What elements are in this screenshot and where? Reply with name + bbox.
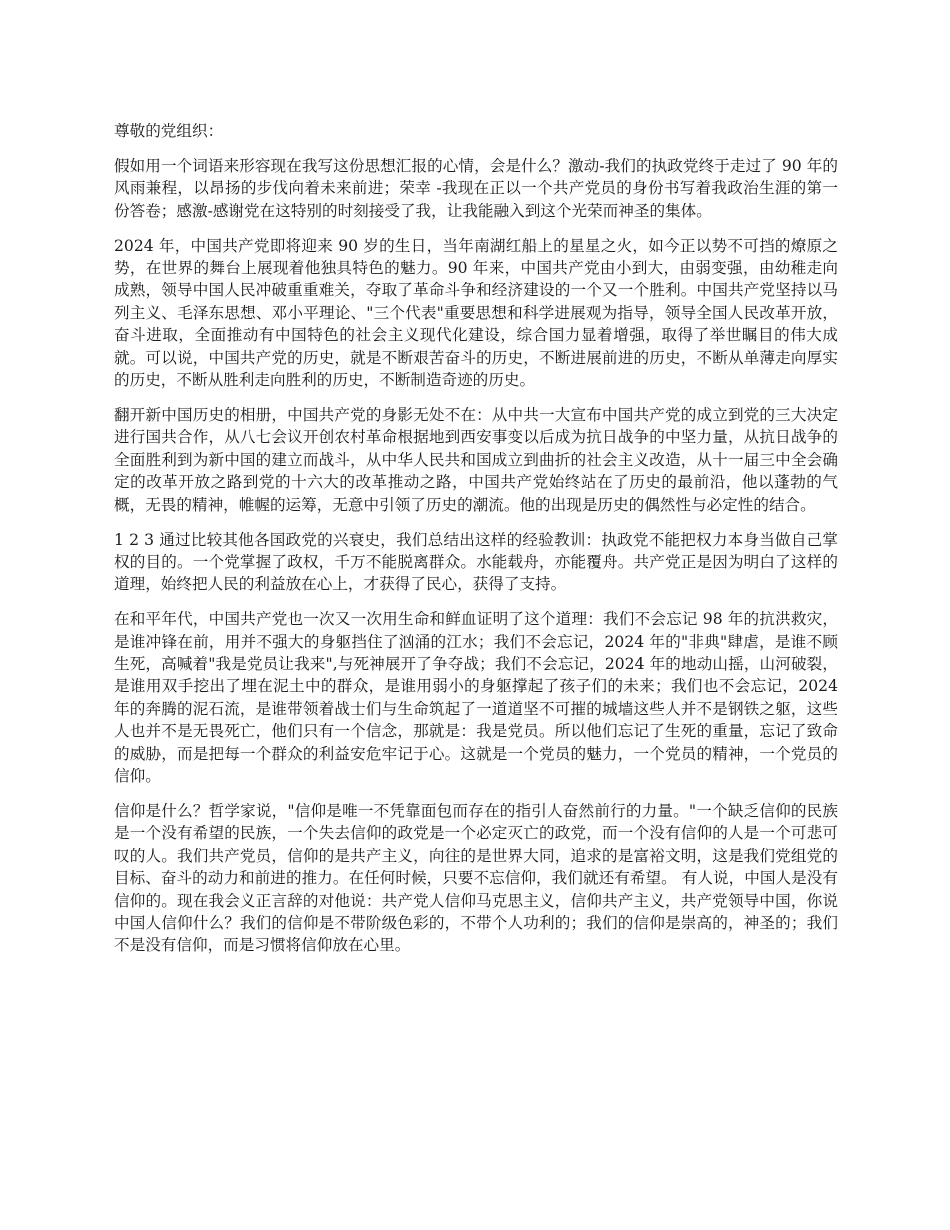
- paragraph-history: 2024 年，中国共产党即将迎来 90 岁的生日，当年南湖红船上的星星之火，如今正以势不可挡的燎原之势，在世界的舞台上展现着他独具特色的魅力。90 年来，中国共产党由小到大，由弱变强，由幼稚走向成熟，领导中国人民冲破重重难关，夺取了革命斗争和经济建设的一个又一个胜利。中国共产党坚持以马列主义、毛泽东思想、邓小平理论、"三个代表"重要思想和科学进展观为指导，领导全国人民改革开放，奋斗进取，全面推动有中国特色的社会主义现代化建设，综合国力显着增强，取得了举世瞩目的伟大成就。可以说，中国共产党的历史，就是不断艰苦奋斗的历史，不断进展前进的历史，不断从单薄走向厚实的历史，不断从胜利走向胜利的历史，不断制造奇迹的历史。: [114, 236, 838, 390]
- paragraph-album: 翻开新中国历史的相册，中国共产党的身影无处不在：从中共一大宣布中国共产党的成立到党的三大决定进行国共合作，从八七会议开创农村革命根据地到西安事变以后成为抗日战争的中坚力量，从抗日战争的全面胜利到为新中国的建立而战斗，从中华人民共和国成立到曲折的社会主义改造，从十一届三中全会确定的改革开放之路到党的十六大的改革推动之路，中国共产党始终站在了历史的最前沿，他以蓬勃的气概，无畏的精神，帷幄的运筹，无意中引领了历史的潮流。他的出现是历史的偶然性与必定性的结合。: [114, 405, 838, 514]
- paragraph-faith: 信仰是什么？哲学家说，"信仰是唯一不凭靠面包而存在的指引人奋然前行的力量。"一个缺乏信仰的民族是一个没有希望的民族，一个失去信仰的政党是一个必定灭亡的政党，而一个没有信仰的人是一个可悲可叹的人。我们共产党员，信仰的是共产主义，向往的是世界大同，追求的是富裕文明，这是我们党组党的目标、奋斗的动力和前进的推力。在任何时候，只要不忘信仰，我们就还有希望。 有人说，中国人是没有信仰的。现在我会义正言辞的对他说：共产党人信仰马克思主义，信仰共产主义，共产党领导中国，你说中国人信仰什么？我们的信仰是不带阶级色彩的，不带个人功利的；我们的信仰是崇高的，神圣的；我们不是没有信仰，而是习惯将信仰放在心里。: [114, 801, 838, 955]
- paragraph-peacetime: 在和平年代，中国共产党也一次又一次用生命和鲜血证明了这个道理：我们不会忘记 98 年的抗洪救灾，是谁冲锋在前，用并不强大的身躯挡住了汹涌的江水；我们不会忘记，2024 年的"非典"肆虐，是谁不顾生死，高喊着"我是党员让我来",与死神展开了争夺战；我们不会忘记，2024 年的地动山摇，山河破裂，是谁用双手挖出了埋在泥土中的群众，是谁用弱小的身躯撑起了孩子们的未来；我们也不会忘记，2024 年的奔腾的泥石流，是谁带领着战士们与生命筑起了一道道坚不可摧的城墙这些人并不是钢铁之躯，这些人也并不是无畏死亡，他们只有一个信念，那就是：我是党员。所以他们忘记了生死的重量，忘记了致命的威胁，而是把每一个群众的利益安危牢记于心。这就是一个党员的魅力，一个党员的精神，一个党员的信仰。: [114, 610, 838, 786]
- paragraph-intro: 假如用一个词语来形容现在我写这份思想汇报的心情，会是什么？激动-我们的执政党终于走过了 90 年的风雨兼程，以昂扬的步伐向着未来前进；荣幸 -我现在正以一个共产党员的身份书写着我政治生涯的第一份答卷；感激-感谢党在这特别的时刻接受了我，让我能融入到这个光荣而神圣的集体。: [114, 156, 838, 220]
- salutation: 尊敬的党组织：: [114, 122, 224, 140]
- document-page: [114, 120, 838, 969]
- paragraph-lessons: 1 2 3 通过比较其他各国政党的兴衰史，我们总结出这样的经验教训：执政党不能把权力本身当做自己掌权的目的。一个党掌握了政权，千万不能脱离群众。水能载舟，亦能覆舟。共产党正是因为明白了这样的道理，始终把人民的利益放在心上，才获得了民心，获得了支持。: [114, 530, 838, 594]
